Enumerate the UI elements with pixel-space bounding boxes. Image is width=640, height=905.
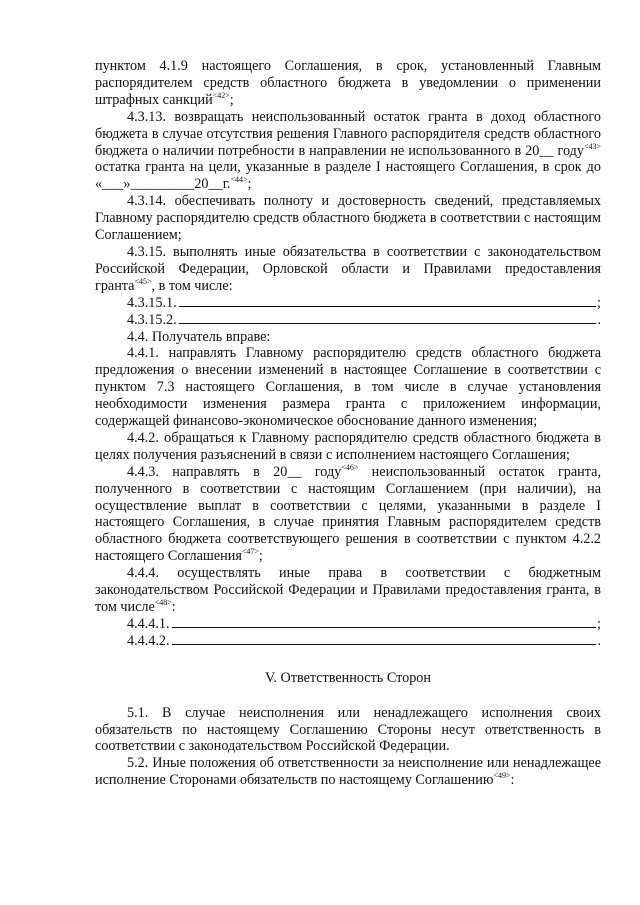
- fill-line-4-3-15-1: 4.3.15.1. ;: [127, 294, 601, 311]
- section-title: V. Ответственность Сторон: [265, 669, 431, 686]
- paragraph-5-1: 5.1. В случае неисполнения или ненадлежащего исполнения своих обязательств по настоящему Соглашению Стороны несут ответственность в соответствии с законодательством Российской Федерации.: [95, 704, 601, 755]
- blank-underline: [179, 305, 596, 307]
- blank-underline: [179, 322, 597, 324]
- fill-line-4-4-4-2: 4.4.4.2. .: [127, 632, 601, 649]
- paragraph-4-4: 4.4. Получатель вправе:: [127, 328, 271, 345]
- fill-line-4-3-15-2: 4.3.15.2. .: [127, 311, 601, 328]
- paragraph-4-4-1: 4.4.1. направлять Главному распорядителю средств областного бюджета предложения о внесении изменений в настоящее Соглашение в соответствии с пунктом 7.3 настоящего Соглашения, в том числе в случае установления необходимости изменения размера гранта с приложением информации, содержащей финансово-экономическое обоснование данного изменения;: [95, 345, 601, 430]
- paragraph-5-2: 5.2. Иные положения об ответственности за неисполнение или ненадлежащее исполнение Сторонами обязательств по настоящему Соглашению$^{<49>}$:: [95, 755, 601, 789]
- document-body: [95, 58, 601, 789]
- paragraph-4-4-2: 4.4.2. обращаться к Главному распорядителю средств областного бюджета в целях получения разъяснений в связи с исполнением настоящего Соглашения;: [95, 429, 601, 463]
- fill-line-4-4-4-1: 4.4.4.1. ;: [127, 615, 601, 632]
- blank-underline: [172, 643, 597, 645]
- paragraph-4-3-15: 4.3.15. выполнять иные обязательства в соответствии с законодательством Российской Федерации, Орловской области и Правилами предоставления гранта$^{<45>}$, в том числе:: [95, 243, 601, 294]
- paragraph-4-3-12-continuation: пунктом 4.1.9 настоящего Соглашения, в срок, установленный Главным распорядителем средств областного бюджета в уведомлении о применении штрафных санкций$^{<42>}$;: [95, 58, 601, 108]
- paragraph-4-3-13: 4.3.13. возвращать неиспользованный остаток гранта в доход областного бюджета в случае отсутствия решения Главного распорядителя средств областного бюджета о наличии потребности в направлении не использованного в 20__ году$^{<43>}$ остатка гранта на цели, указанные в разделе I настоящего Соглашения, в срок до «___»_________20__г.$^{<44>}$;: [95, 108, 601, 193]
- paragraph-4-4-4: 4.4.4. осуществлять иные права в соответствии с бюджетным законодательством Российской Федерации и Правилами предоставления гранта, в том числе$^{<48>}$:: [95, 565, 601, 615]
- blank-underline: [172, 626, 596, 628]
- paragraph-4-3-14: 4.3.14. обеспечивать полноту и достоверность сведений, представляемых Главному распорядителю средств областного бюджета в соответствии с настоящим Соглашением;: [95, 193, 601, 244]
- paragraph-4-4-3: 4.4.3. направлять в 20__ году$^{<46>}$ неиспользованный остаток гранта, полученного в соответствии с настоящим Соглашением (при наличии), на осуществление выплат в соответствии с целями, указанными в разделе I настоящего Соглашения, в случае принятия Главным распорядителем средств областного бюджета соответствующего решения в соответствии с пунктом 4.2.2 настоящего Соглашения$^{<47>}$;: [95, 462, 601, 565]
